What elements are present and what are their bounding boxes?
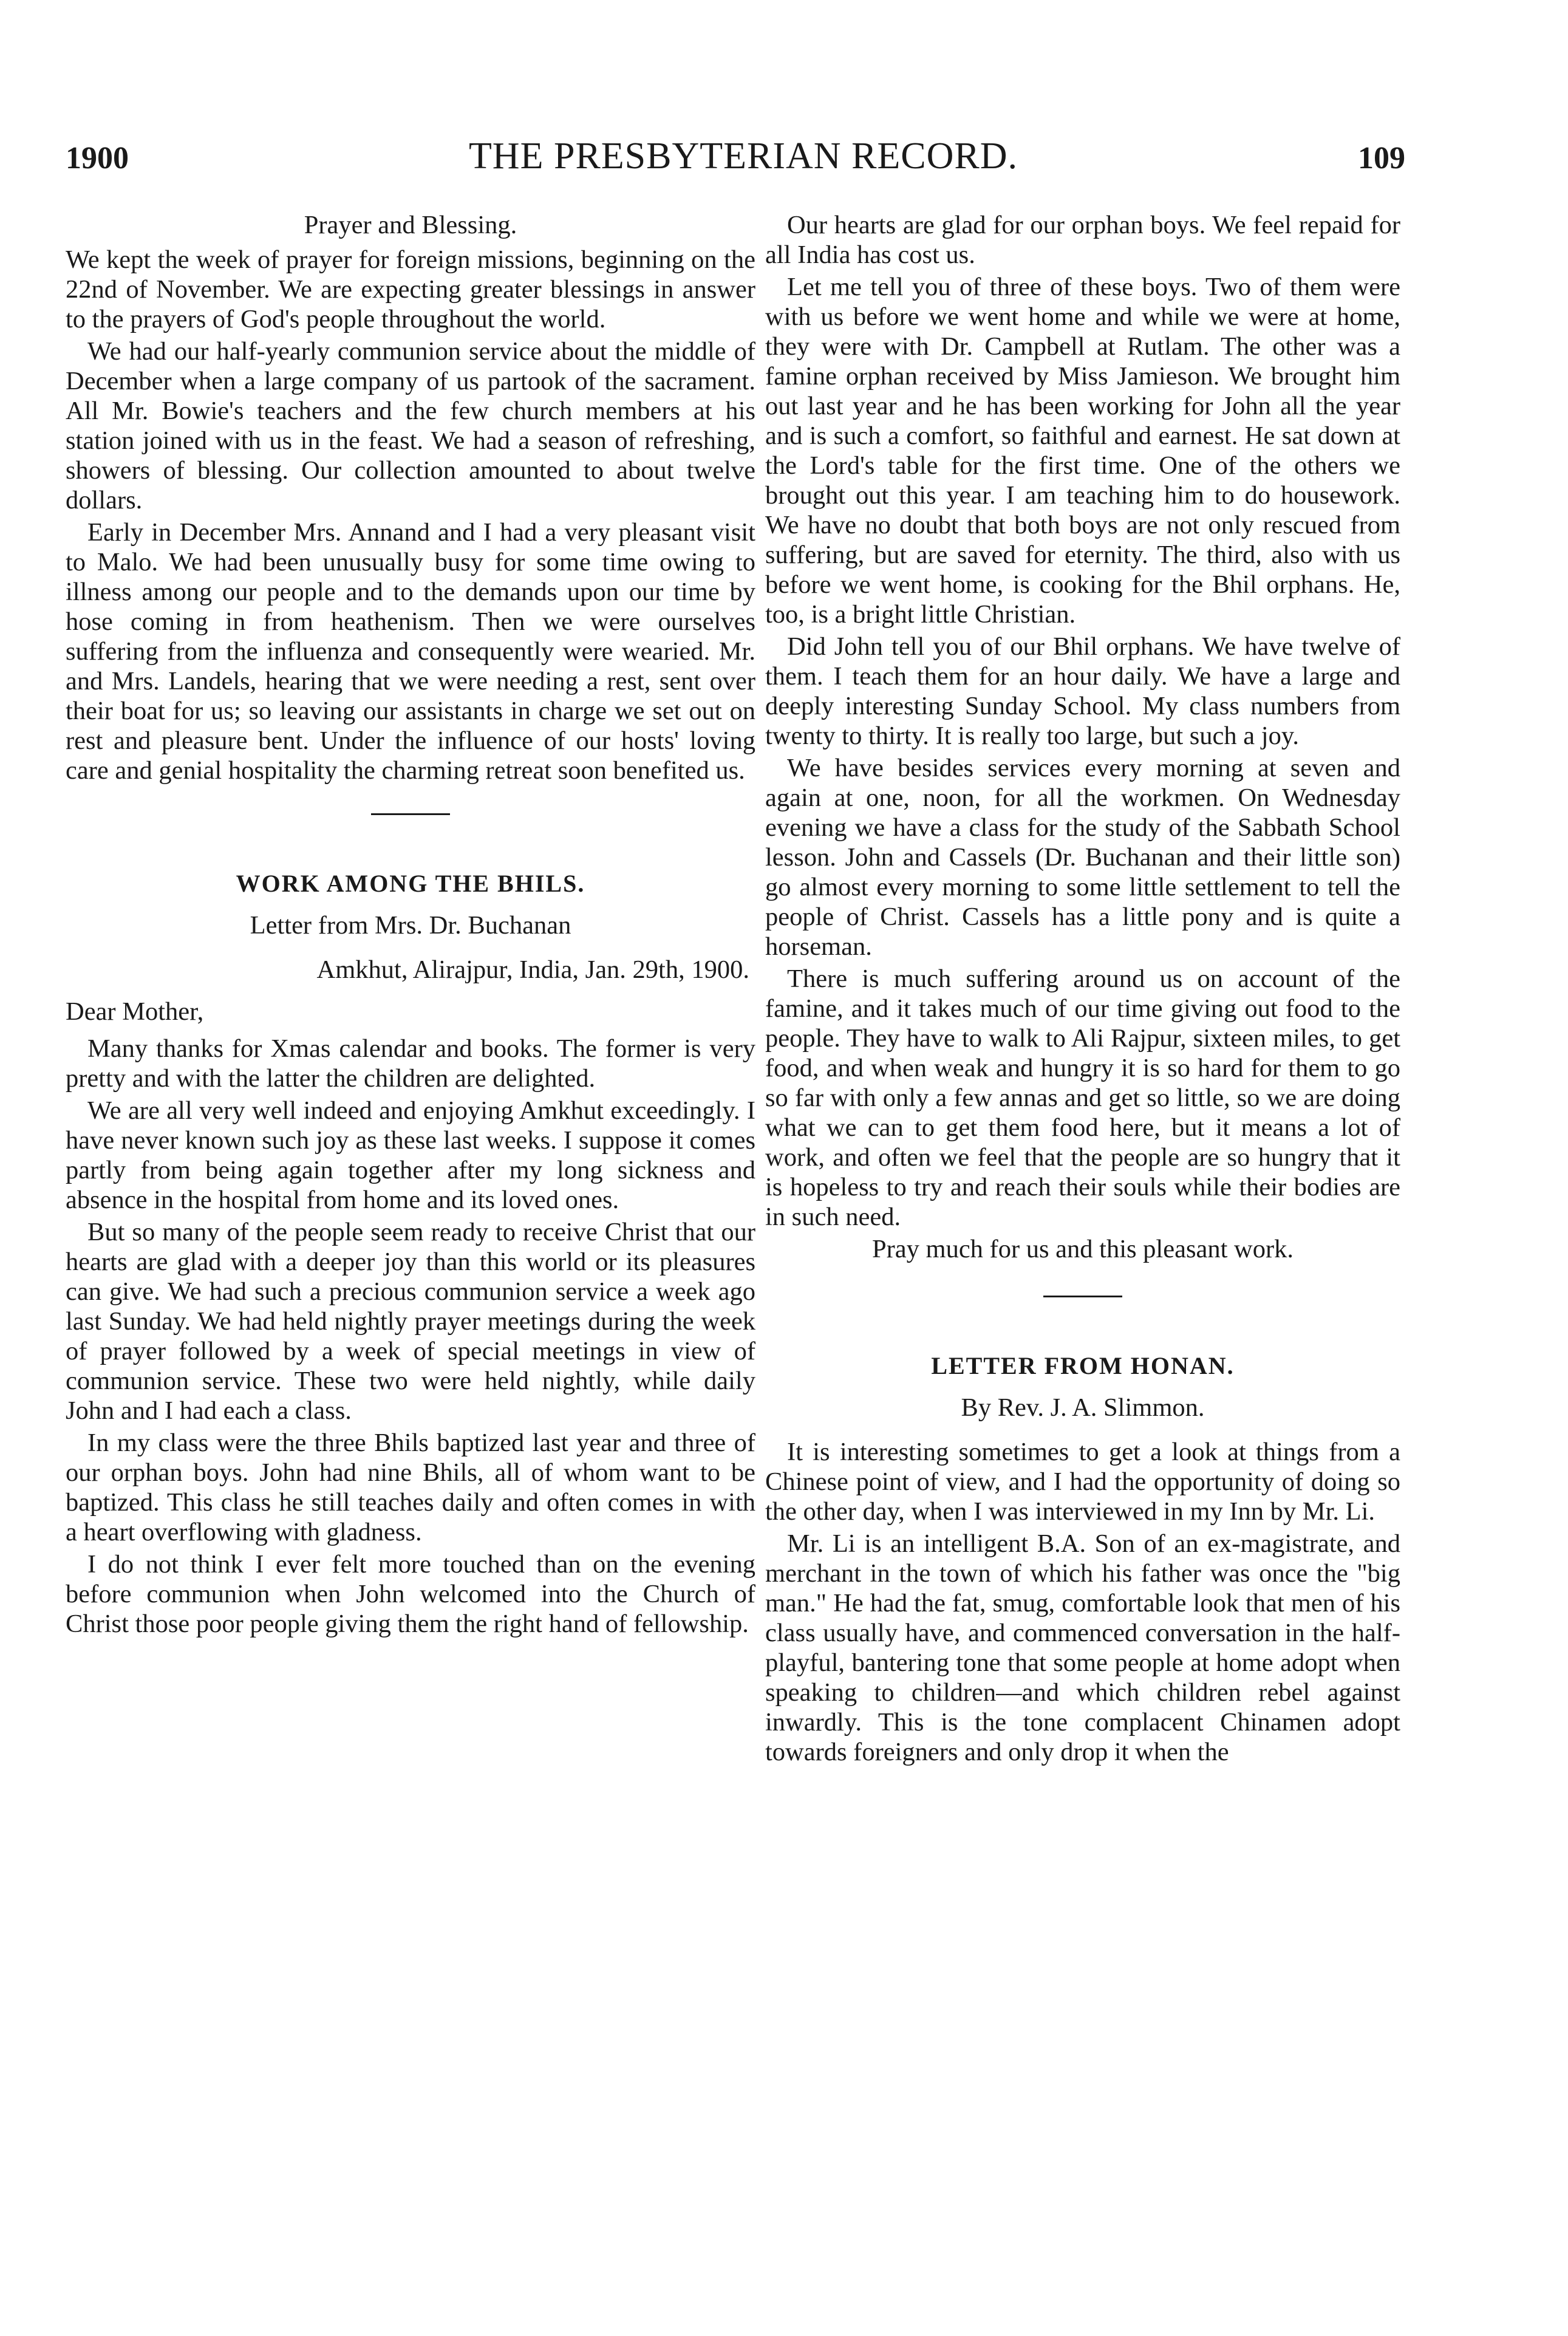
left-column: [66, 210, 755, 1641]
letter-paragraph: I do not think I ever felt more touched than on the evening before communion when John welcomed into the Church of Christ those poor people giving them the right hand of fellowship.: [66, 1550, 755, 1638]
paragraph: We had our half-yearly communion service about the middle of December when a large company of us partook of the sacrament. All Mr. Bowie's teachers and the few church members at his station joined with us in the feast. We had a season of refreshing, showers of blessing. Our collection amounted to about twelve dollars.: [66, 337, 755, 514]
article-title: LETTER FROM HONAN.: [931, 1352, 1235, 1379]
letter-paragraph: Our hearts are glad for our orphan boys. We feel repaid for all India has cost us.: [765, 211, 1400, 269]
closing-line: Pray much for us and this pleasant work.: [871, 1235, 1294, 1263]
paragraph: We kept the week of prayer for foreign missions, beginning on the 22nd of November. We are expecting greater blessings in answer to the prayers of God's people throughout the world.: [66, 245, 755, 333]
letter-paragraph: Did John tell you of our Bhil orphans. We have twelve of them. I teach them for an hour daily. We have a large and deeply interesting Sunday School. My class numbers from twenty to thirty. It is really too large, but such a joy.: [765, 632, 1400, 750]
running-header: [66, 135, 1405, 190]
article-byline: Letter from Mrs. Dr. Buchanan: [250, 911, 571, 940]
article-dateline: Amkhut, Alirajpur, India, Jan. 29th, 1900.: [316, 955, 749, 984]
article-title: WORK AMONG THE BHILS.: [236, 870, 585, 897]
right-column: [765, 210, 1400, 1769]
article-byline: By Rev. J. A. Slimmon.: [961, 1393, 1205, 1422]
letter-paragraph: We have besides services every morning at seven and again at one, noon, for all the workmen. On Wednesday evening we have a class for the study of the Sabbath School lesson. John and Cassels (Dr. Buchanan and their little son) go almost every morning to some little settlement to tell the people of Christ. Cassels has a little pony and is quite a horseman.: [765, 754, 1400, 961]
letter-paragraph: Let me tell you of three of these boys. Two of them were with us before we went home and while we were at home, they were with Dr. Campbell at Rutlam. The other was a famine orphan received by Miss Jamieson. We brought him out last year and he has been working for John all the year and is such a comfort, so faithful and earnest. He sat down at the Lord's table for the first time. One of the others we brought out this year. I am teaching him to do housework. We have no doubt that both boys are not only rescued from suffering, but are saved for eternity. The third, also with us before we went home, is cooking for the Bhil orphans. He, too, is a bright little Christian.: [765, 273, 1400, 629]
article-paragraph: It is interesting sometimes to get a look at things from a Chinese point of view, and I had the opportunity of doing so the other day, when I was interviewed in my Inn by Mr. Li.: [765, 1438, 1400, 1526]
letter-paragraph: But so many of the people seem ready to receive Christ that our hearts are glad with a deeper joy than this world or its pleasures can give. We had such a precious communion service a week ago last Sunday. We had held nightly prayer meetings during the week of prayer followed by a week of special meetings in view of communion service. These two were held nightly, while daily John and I had each a class.: [66, 1218, 755, 1425]
page-number: 109: [1357, 141, 1405, 176]
publication-title: THE PRESBYTERIAN RECORD.: [468, 135, 1018, 177]
section-title: Prayer and Blessing.: [304, 211, 517, 239]
letter-paragraph: Many thanks for Xmas calendar and books. The former is very pretty and with the latter the children are delighted.: [66, 1034, 755, 1093]
section-divider: [1043, 1296, 1122, 1297]
salutation: Dear Mother,: [66, 997, 204, 1026]
section-divider: [371, 813, 450, 815]
article-paragraph: Mr. Li is an intelligent B.A. Son of an ex-magistrate, and merchant in the town of which his father was once the "big man." He had the fat, smug, comfortable look that men of his class usually have, and commenced conversation in the half-playful, bantering tone that some people at home adopt when speaking to children—and which children rebel against inwardly. This is the tone complacent Chinamen adopt towards foreigners and only drop it when the: [765, 1529, 1400, 1766]
paragraph: Early in December Mrs. Annand and I had a very pleasant visit to Malo. We had been unusually busy for some time owing to illness among our people and to the demands upon our time by hose coming in from heathenism. Then we were ourselves suffering from the influenza and consequently were wearied. Mr. and Mrs. Landels, hearing that we were needing a rest, sent over their boat for us; so leaving our assistants in charge we set out on rest and pleasure bent. Under the influence of our hosts' loving care and genial hospitality the charming retreat soon benefited us.: [66, 518, 755, 785]
letter-paragraph: There is much suffering around us on account of the famine, and it takes much of our time giving out food to the people. They have to walk to Ali Rajpur, sixteen miles, to get food, and when weak and hungry it is so hard for them to go so far with only a few annas and get so little, so we are doing what we can to get them food here, but it means a lot of work, and often we feel that the people are so hungry that it is hopeless to try and reach their souls while their bodies are in such need.: [765, 965, 1400, 1231]
header-year: 1900: [66, 141, 129, 176]
letter-paragraph: We are all very well indeed and enjoying Amkhut exceedingly. I have never known such joy as these last weeks. I suppose it comes partly from being again together after my long sickness and absence in the hospital from home and its loved ones.: [66, 1096, 755, 1214]
letter-paragraph: In my class were the three Bhils baptized last year and three of our orphan boys. John had nine Bhils, all of whom want to be baptized. This class he still teaches daily and often comes in with a heart overflowing with gladness.: [66, 1429, 755, 1546]
